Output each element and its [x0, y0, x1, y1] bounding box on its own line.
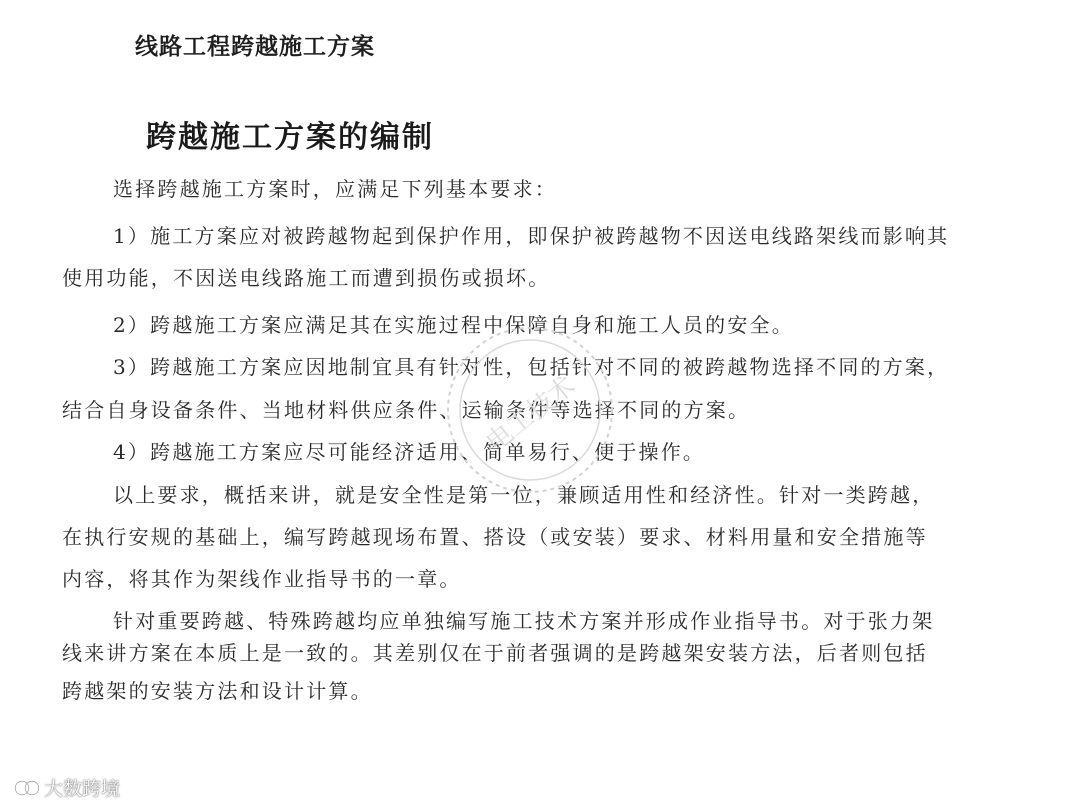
- watermark: [14, 774, 120, 801]
- watermark-text: 大数跨境: [44, 778, 121, 800]
- item-3-line-2: 结合自身设备条件、当地材料供应条件、运输条件等选择不同的方案。: [62, 398, 751, 422]
- closing-line-3: 跨越架的安装方法和设计计算。: [62, 679, 373, 703]
- item-1-line-2: 使用功能，不因送电线路施工而遭到损伤或损坏。: [62, 266, 551, 290]
- intro-line: 选择跨越施工方案时，应满足下列基本要求：: [113, 177, 557, 201]
- summary-line-2: 在执行安规的基础上，编写跨越现场布置、搭设（或安装）要求、材料用量和安全措施等: [62, 525, 928, 549]
- item-3-line-1: 3）跨越施工方案应因地制宜具有针对性，包括针对不同的被跨越物选择不同的方案，: [113, 355, 950, 379]
- closing-line-2: 线来讲方案在本质上是一致的。其差别仅在于前者强调的是跨越架安装方法，后者则包括: [62, 641, 928, 665]
- summary-line-3: 内容，将其作为架线作业指导书的一章。: [62, 567, 462, 591]
- brand-logo-icon: [14, 777, 40, 799]
- header-title: 线路工程跨越施工方案: [135, 33, 375, 60]
- item-4-line: 4）跨越施工方案应尽可能经济适用、简单易行、便于操作。: [113, 440, 706, 464]
- summary-line-1: 以上要求，概括来讲，就是安全性是第一位，兼顾适用性和经济性。针对一类跨越，: [113, 483, 935, 507]
- closing-line-1: 针对重要跨越、特殊跨越均应单独编写施工技术方案并形成作业指导书。对于张力架: [113, 609, 935, 633]
- section-title: 跨越施工方案的编制: [146, 120, 434, 155]
- stamp-text: 电工技术: [480, 370, 582, 459]
- item-2-line: 2）跨越施工方案应满足其在实施过程中保障自身和施工人员的安全。: [113, 313, 794, 337]
- item-1-line-1: 1）施工方案应对被跨越物起到保护作用，即保护被跨越物不因送电线路架线而影响其: [113, 224, 950, 248]
